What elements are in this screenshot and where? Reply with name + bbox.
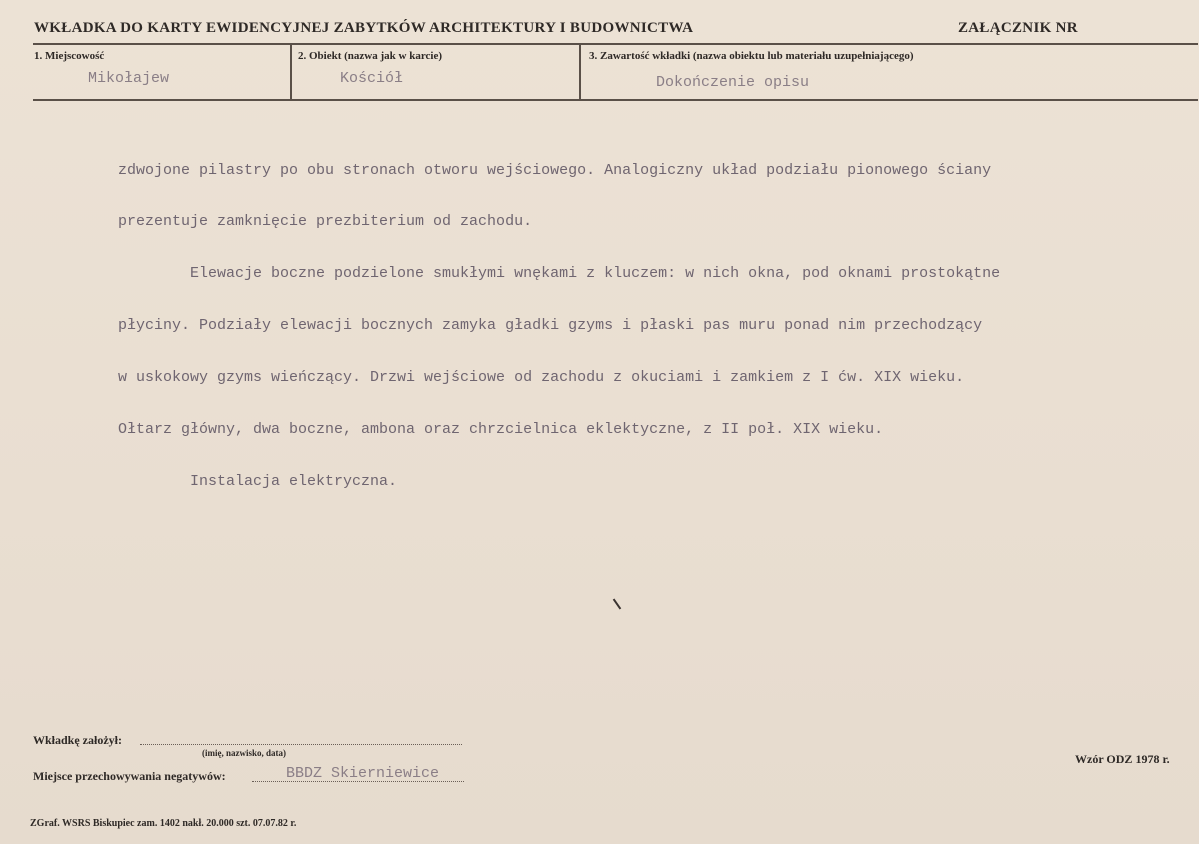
description-line: zdwojone pilastry po obu stronach otworu wejściowego. Analogiczny układ podziału pionowego ściany [118, 161, 992, 179]
description-line: prezentuje zamknięcie prezbiterium od zachodu. [118, 213, 533, 231]
fields-bottom-rule [33, 99, 1198, 101]
founded-by-label: Wkładkę założył: [33, 733, 122, 747]
founded-by-hint: (imię, nazwisko, data) [202, 748, 286, 758]
description-line: Elewacje boczne podzielone smukłymi wnękami z kluczem: w nich okna, pod oknami prostokątne [118, 265, 1001, 283]
description-line: Instalacja elektryczna. [118, 472, 398, 490]
negatives-location-value: BBDZ Skierniewice [286, 765, 440, 782]
description-line: płyciny. Podziały elewacji bocznych zamyka gładki gzyms i płaski pas muru ponad nim przechodzący [118, 317, 983, 335]
locality-label: 1. Miejscowość [34, 50, 105, 62]
content-label: 3. Zawartość wkładki (nazwa obiektu lub materiału uzupełniającego) [589, 50, 914, 62]
object-label: 2. Obiekt (nazwa jak w karcie) [298, 50, 443, 62]
description-text [118, 127, 1118, 525]
pencil-mark [613, 599, 622, 610]
object-value: Kościół [340, 70, 404, 87]
description-line: w uskokowy gzyms wieńczący. Drzwi wejściowe od zachodu z okuciami i zamkiem z I ćw. XIX wieku. [118, 369, 965, 387]
locality-value: Mikołajew [88, 70, 170, 87]
card-title: WKŁADKA DO KARTY EWIDENCYJNEJ ZABYTKÓW ARCHITEKTURY I BUDOWNICTWA [34, 20, 694, 36]
field-divider-2 [579, 44, 581, 99]
attachment-number-label: ZAŁĄCZNIK NR [958, 20, 1078, 36]
content-value: Dokończenie opisu [656, 74, 810, 91]
field-divider-1 [290, 44, 292, 99]
printer-imprint: ZGraf. WSRS Biskupiec zam. 1402 nakł. 20.000 szt. 07.07.82 r. [30, 818, 297, 829]
negatives-location-label: Miejsce przechowywania negatywów: [33, 769, 226, 783]
header-rule [33, 43, 1198, 45]
founded-by-line [140, 744, 462, 745]
description-line: Ołtarz główny, dwa boczne, ambona oraz chrzcielnica eklektyczne, z II poł. XIX wieku. [118, 421, 884, 439]
form-model-label: Wzór ODZ 1978 r. [1075, 752, 1170, 766]
